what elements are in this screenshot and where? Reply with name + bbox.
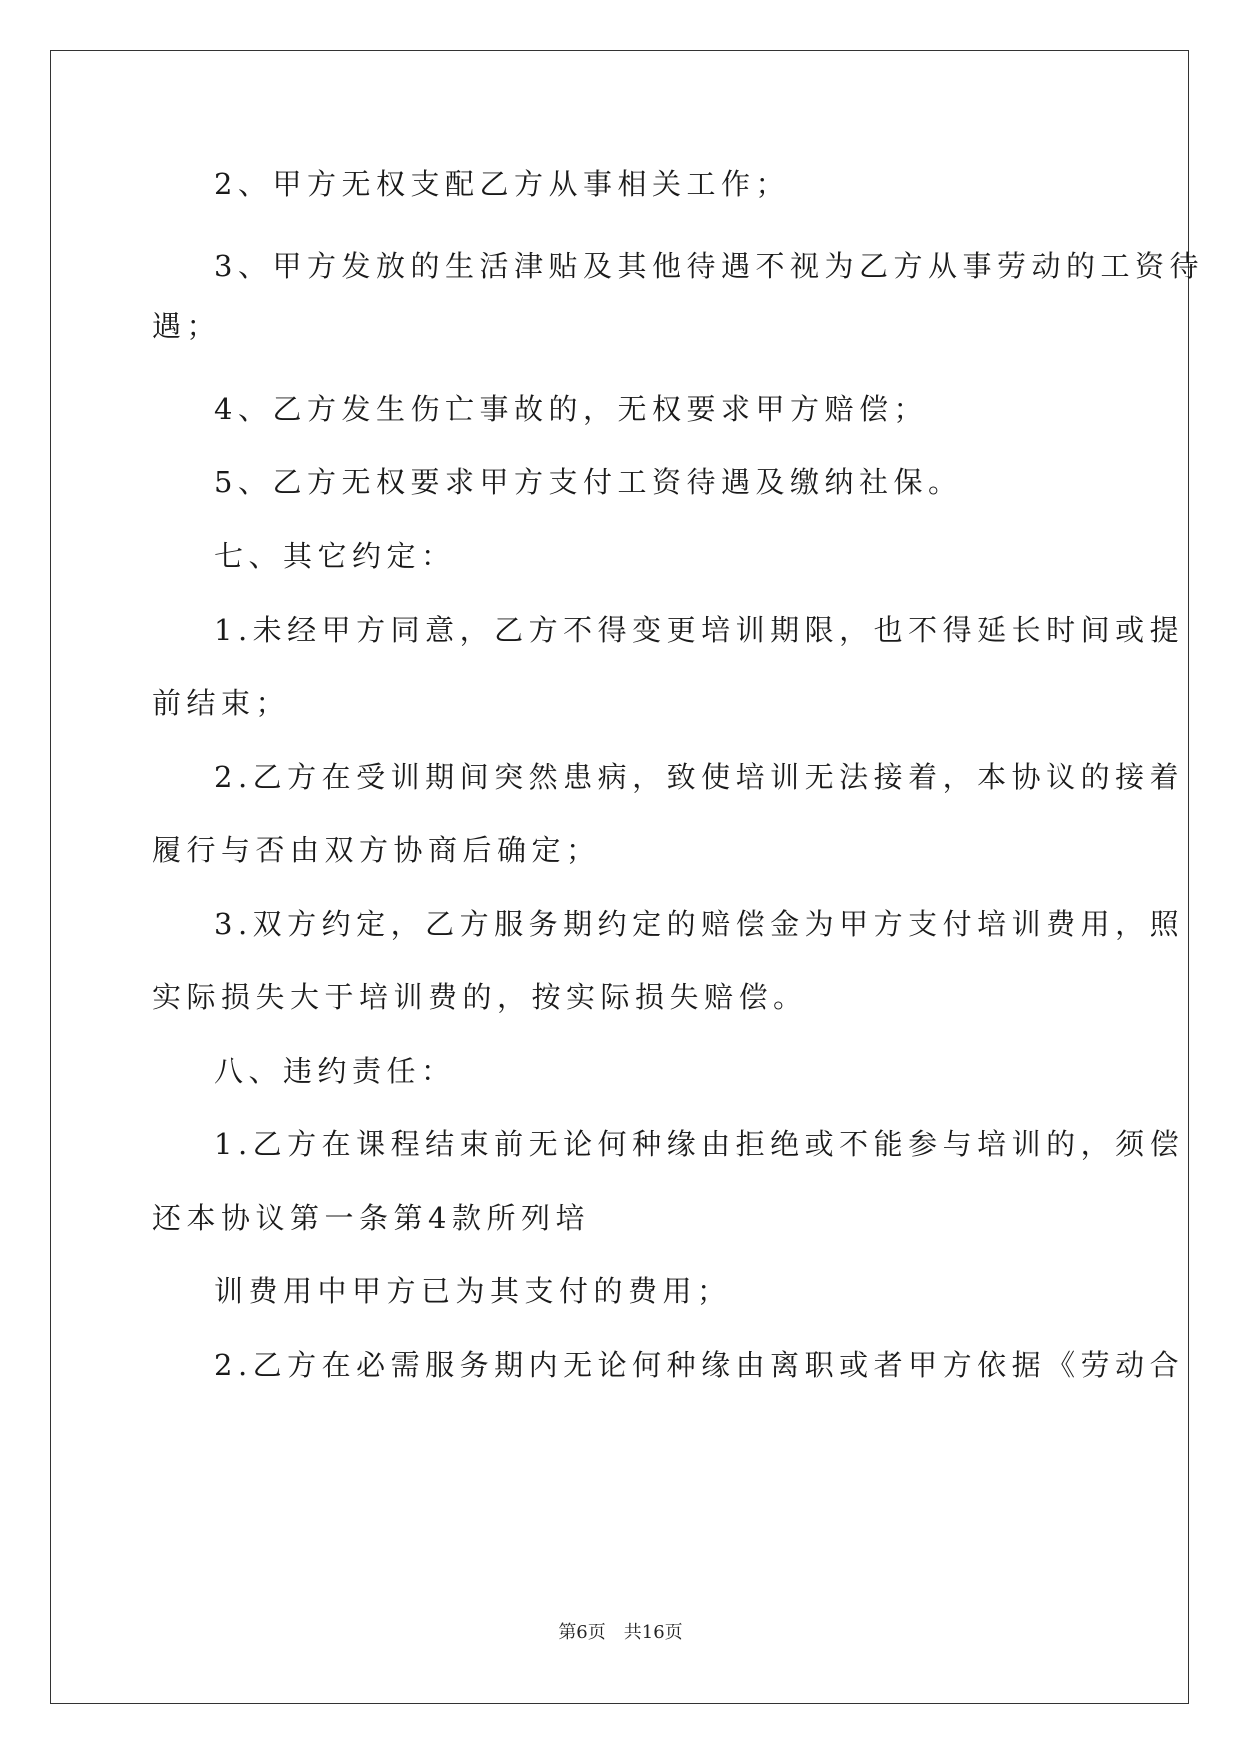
page-border	[50, 50, 1189, 1704]
paragraph-line: 2.乙方在必需服务期内无论何种缘由离职或者甲方依据《劳动合	[214, 1348, 1185, 1382]
paragraph-line: 4、乙方发生伤亡事故的，无权要求甲方赔偿；	[214, 392, 928, 426]
section-heading: 八、违约责任：	[214, 1054, 456, 1088]
paragraph-line: 履行与否由双方协商后确定；	[152, 833, 601, 867]
paragraph-line: 前结束；	[152, 686, 291, 720]
paragraph-line: 训费用中甲方已为其支付的费用；	[214, 1274, 732, 1308]
paragraph-line: 3、甲方发放的生活津贴及其他待遇不视为乙方从事劳动的工资待	[214, 249, 1204, 283]
paragraph-line: 实际损失大于培训费的，按实际损失赔偿。	[152, 980, 808, 1014]
paragraph-line: 1.乙方在课程结束前无论何种缘由拒绝或不能参与培训的，须偿	[214, 1127, 1185, 1161]
paragraph-line: 3.双方约定，乙方服务期约定的赔偿金为甲方支付培训费用，照	[214, 907, 1185, 941]
paragraph-line: 2.乙方在受训期间突然患病，致使培训无法接着，本协议的接着	[214, 760, 1185, 794]
paragraph-line: 2、甲方无权支配乙方从事相关工作；	[214, 167, 790, 201]
page-number: 第6页 共16页	[558, 1622, 683, 1643]
paragraph-line: 遇；	[152, 309, 222, 343]
paragraph-line: 5、乙方无权要求甲方支付工资待遇及缴纳社保。	[214, 465, 963, 499]
section-heading: 七、其它约定：	[214, 539, 456, 573]
paragraph-line: 1.未经甲方同意，乙方不得变更培训期限，也不得延长时间或提	[214, 613, 1185, 647]
paragraph-line: 还本协议第一条第4款所列培	[152, 1201, 590, 1235]
